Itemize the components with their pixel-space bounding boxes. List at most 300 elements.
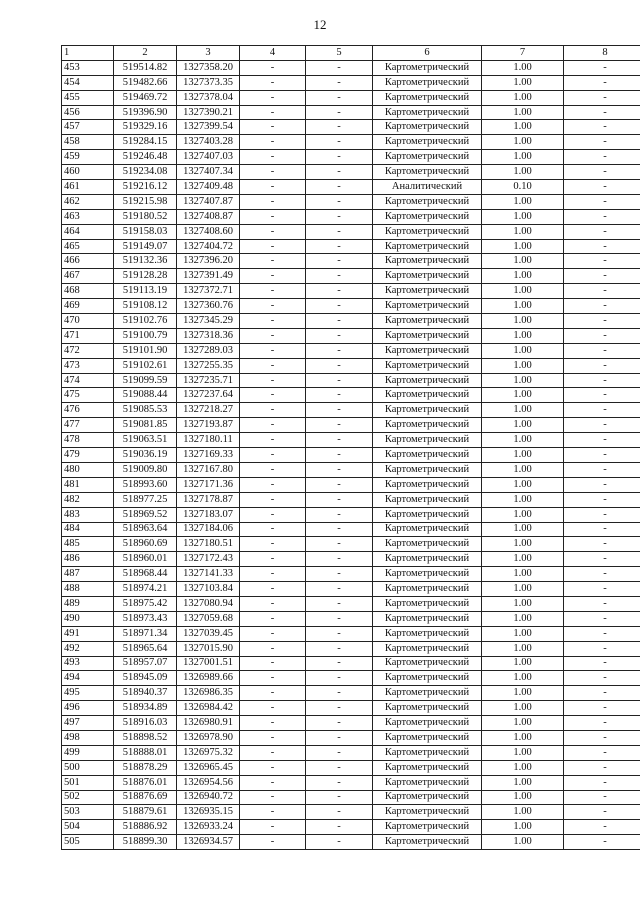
x-coordinate-cell: 518973.43 <box>114 611 177 626</box>
accuracy-cell: 1.00 <box>482 105 564 120</box>
col-5-value-cell: - <box>306 284 373 299</box>
col-5-value-cell: - <box>306 120 373 135</box>
col-5-value-cell: - <box>306 314 373 329</box>
method-cell: Картометрический <box>373 224 482 239</box>
col-5-value-cell: - <box>306 224 373 239</box>
y-coordinate-cell: 1326978.90 <box>177 730 240 745</box>
method-cell: Картометрический <box>373 745 482 760</box>
col-8-value-cell: - <box>564 269 640 284</box>
y-coordinate-cell: 1326935.15 <box>177 805 240 820</box>
accuracy-cell: 1.00 <box>482 477 564 492</box>
y-coordinate-cell: 1327390.21 <box>177 105 240 120</box>
point-number-cell: 486 <box>62 552 114 567</box>
point-number-cell: 491 <box>62 626 114 641</box>
x-coordinate-cell: 519149.07 <box>114 239 177 254</box>
accuracy-cell: 1.00 <box>482 656 564 671</box>
accuracy-cell: 1.00 <box>482 224 564 239</box>
x-coordinate-cell: 519101.90 <box>114 343 177 358</box>
col-4-value-cell: - <box>240 150 306 165</box>
col-4-value-cell: - <box>240 448 306 463</box>
column-header-6: 6 <box>373 46 482 61</box>
col-5-value-cell: - <box>306 835 373 850</box>
method-cell: Картометрический <box>373 671 482 686</box>
col-4-value-cell: - <box>240 433 306 448</box>
y-coordinate-cell: 1326975.32 <box>177 745 240 760</box>
y-coordinate-cell: 1326934.57 <box>177 835 240 850</box>
col-4-value-cell: - <box>240 254 306 269</box>
table-row <box>62 388 640 403</box>
x-coordinate-cell: 518940.37 <box>114 686 177 701</box>
header-row <box>62 46 640 61</box>
accuracy-cell: 1.00 <box>482 805 564 820</box>
table-row <box>62 835 640 850</box>
col-5-value-cell: - <box>306 180 373 195</box>
y-coordinate-cell: 1327372.71 <box>177 284 240 299</box>
col-5-value-cell: - <box>306 239 373 254</box>
col-8-value-cell: - <box>564 180 640 195</box>
col-8-value-cell: - <box>564 820 640 835</box>
x-coordinate-cell: 519102.76 <box>114 314 177 329</box>
col-5-value-cell: - <box>306 745 373 760</box>
accuracy-cell: 1.00 <box>482 611 564 626</box>
y-coordinate-cell: 1327407.34 <box>177 165 240 180</box>
col-8-value-cell: - <box>564 507 640 522</box>
accuracy-cell: 1.00 <box>482 835 564 850</box>
x-coordinate-cell: 518960.69 <box>114 537 177 552</box>
table-row <box>62 403 640 418</box>
col-8-value-cell: - <box>564 150 640 165</box>
method-cell: Картометрический <box>373 477 482 492</box>
x-coordinate-cell: 519108.12 <box>114 299 177 314</box>
table-row <box>62 60 640 75</box>
x-coordinate-cell: 519469.72 <box>114 90 177 105</box>
x-coordinate-cell: 518899.30 <box>114 835 177 850</box>
table-row <box>62 790 640 805</box>
x-coordinate-cell: 519128.28 <box>114 269 177 284</box>
point-number-cell: 463 <box>62 209 114 224</box>
col-4-value-cell: - <box>240 507 306 522</box>
point-number-cell: 495 <box>62 686 114 701</box>
col-5-value-cell: - <box>306 269 373 284</box>
method-cell: Картометрический <box>373 254 482 269</box>
col-5-value-cell: - <box>306 567 373 582</box>
col-5-value-cell: - <box>306 462 373 477</box>
col-5-value-cell: - <box>306 820 373 835</box>
point-number-cell: 483 <box>62 507 114 522</box>
table-row <box>62 596 640 611</box>
accuracy-cell: 1.00 <box>482 671 564 686</box>
x-coordinate-cell: 519099.59 <box>114 373 177 388</box>
point-number-cell: 505 <box>62 835 114 850</box>
y-coordinate-cell: 1327141.33 <box>177 567 240 582</box>
col-4-value-cell: - <box>240 537 306 552</box>
x-coordinate-cell: 518876.01 <box>114 775 177 790</box>
col-4-value-cell: - <box>240 567 306 582</box>
table-row <box>62 626 640 641</box>
y-coordinate-cell: 1326940.72 <box>177 790 240 805</box>
table-row <box>62 90 640 105</box>
y-coordinate-cell: 1326989.66 <box>177 671 240 686</box>
x-coordinate-cell: 518965.64 <box>114 641 177 656</box>
col-4-value-cell: - <box>240 477 306 492</box>
table-row <box>62 567 640 582</box>
col-4-value-cell: - <box>240 358 306 373</box>
col-5-value-cell: - <box>306 343 373 358</box>
col-4-value-cell: - <box>240 835 306 850</box>
point-number-cell: 493 <box>62 656 114 671</box>
col-8-value-cell: - <box>564 448 640 463</box>
y-coordinate-cell: 1327180.51 <box>177 537 240 552</box>
x-coordinate-cell: 518898.52 <box>114 730 177 745</box>
col-5-value-cell: - <box>306 641 373 656</box>
table-row <box>62 284 640 299</box>
x-coordinate-cell: 519132.36 <box>114 254 177 269</box>
y-coordinate-cell: 1327183.07 <box>177 507 240 522</box>
col-8-value-cell: - <box>564 790 640 805</box>
accuracy-cell: 1.00 <box>482 60 564 75</box>
method-cell: Картометрический <box>373 90 482 105</box>
col-8-value-cell: - <box>564 194 640 209</box>
point-number-cell: 476 <box>62 403 114 418</box>
table-row <box>62 775 640 790</box>
x-coordinate-cell: 519063.51 <box>114 433 177 448</box>
col-5-value-cell: - <box>306 611 373 626</box>
point-number-cell: 490 <box>62 611 114 626</box>
col-8-value-cell: - <box>564 760 640 775</box>
col-4-value-cell: - <box>240 656 306 671</box>
method-cell: Картометрический <box>373 507 482 522</box>
col-5-value-cell: - <box>306 388 373 403</box>
accuracy-cell: 1.00 <box>482 701 564 716</box>
col-8-value-cell: - <box>564 284 640 299</box>
point-number-cell: 474 <box>62 373 114 388</box>
accuracy-cell: 1.00 <box>482 641 564 656</box>
table-row <box>62 209 640 224</box>
point-number-cell: 502 <box>62 790 114 805</box>
table-row <box>62 537 640 552</box>
col-8-value-cell: - <box>564 120 640 135</box>
y-coordinate-cell: 1327289.03 <box>177 343 240 358</box>
col-5-value-cell: - <box>306 507 373 522</box>
x-coordinate-cell: 519081.85 <box>114 418 177 433</box>
x-coordinate-cell: 518957.07 <box>114 656 177 671</box>
accuracy-cell: 1.00 <box>482 194 564 209</box>
table-row <box>62 254 640 269</box>
y-coordinate-cell: 1327103.84 <box>177 582 240 597</box>
col-5-value-cell: - <box>306 537 373 552</box>
col-4-value-cell: - <box>240 820 306 835</box>
table-row <box>62 582 640 597</box>
col-4-value-cell: - <box>240 730 306 745</box>
x-coordinate-cell: 518878.29 <box>114 760 177 775</box>
accuracy-cell: 1.00 <box>482 730 564 745</box>
col-5-value-cell: - <box>306 209 373 224</box>
col-4-value-cell: - <box>240 60 306 75</box>
col-4-value-cell: - <box>240 760 306 775</box>
table-row <box>62 328 640 343</box>
x-coordinate-cell: 519158.03 <box>114 224 177 239</box>
method-cell: Картометрический <box>373 552 482 567</box>
y-coordinate-cell: 1327360.76 <box>177 299 240 314</box>
method-cell: Картометрический <box>373 611 482 626</box>
col-4-value-cell: - <box>240 462 306 477</box>
point-number-cell: 487 <box>62 567 114 582</box>
table-row <box>62 492 640 507</box>
col-5-value-cell: - <box>306 701 373 716</box>
method-cell: Картометрический <box>373 537 482 552</box>
point-number-cell: 477 <box>62 418 114 433</box>
col-5-value-cell: - <box>306 328 373 343</box>
col-4-value-cell: - <box>240 716 306 731</box>
table-row <box>62 120 640 135</box>
col-8-value-cell: - <box>564 328 640 343</box>
x-coordinate-cell: 519216.12 <box>114 180 177 195</box>
col-5-value-cell: - <box>306 477 373 492</box>
col-4-value-cell: - <box>240 328 306 343</box>
accuracy-cell: 1.00 <box>482 492 564 507</box>
col-5-value-cell: - <box>306 433 373 448</box>
method-cell: Картометрический <box>373 492 482 507</box>
accuracy-cell: 1.00 <box>482 328 564 343</box>
col-5-value-cell: - <box>306 596 373 611</box>
page-number: 12 <box>313 17 327 32</box>
col-4-value-cell: - <box>240 596 306 611</box>
table-row <box>62 299 640 314</box>
column-header-5: 5 <box>306 46 373 61</box>
col-5-value-cell: - <box>306 760 373 775</box>
accuracy-cell: 1.00 <box>482 686 564 701</box>
method-cell: Картометрический <box>373 209 482 224</box>
col-5-value-cell: - <box>306 373 373 388</box>
col-8-value-cell: - <box>564 567 640 582</box>
col-5-value-cell: - <box>306 60 373 75</box>
col-4-value-cell: - <box>240 180 306 195</box>
y-coordinate-cell: 1326980.91 <box>177 716 240 731</box>
table-row <box>62 716 640 731</box>
col-8-value-cell: - <box>564 492 640 507</box>
col-5-value-cell: - <box>306 418 373 433</box>
col-4-value-cell: - <box>240 373 306 388</box>
col-8-value-cell: - <box>564 686 640 701</box>
point-number-cell: 454 <box>62 75 114 90</box>
x-coordinate-cell: 518977.25 <box>114 492 177 507</box>
accuracy-cell: 0.10 <box>482 180 564 195</box>
col-4-value-cell: - <box>240 105 306 120</box>
method-cell: Картометрический <box>373 582 482 597</box>
col-5-value-cell: - <box>306 448 373 463</box>
table-row <box>62 522 640 537</box>
x-coordinate-cell: 519246.48 <box>114 150 177 165</box>
col-4-value-cell: - <box>240 790 306 805</box>
point-number-cell: 488 <box>62 582 114 597</box>
point-number-cell: 497 <box>62 716 114 731</box>
col-4-value-cell: - <box>240 120 306 135</box>
x-coordinate-cell: 518945.09 <box>114 671 177 686</box>
col-4-value-cell: - <box>240 135 306 150</box>
col-8-value-cell: - <box>564 314 640 329</box>
accuracy-cell: 1.00 <box>482 626 564 641</box>
accuracy-cell: 1.00 <box>482 775 564 790</box>
table-row <box>62 180 640 195</box>
y-coordinate-cell: 1327399.54 <box>177 120 240 135</box>
y-coordinate-cell: 1326965.45 <box>177 760 240 775</box>
y-coordinate-cell: 1327378.04 <box>177 90 240 105</box>
table-row <box>62 656 640 671</box>
col-5-value-cell: - <box>306 716 373 731</box>
col-5-value-cell: - <box>306 90 373 105</box>
method-cell: Картометрический <box>373 626 482 641</box>
point-number-cell: 496 <box>62 701 114 716</box>
accuracy-cell: 1.00 <box>482 299 564 314</box>
table-row <box>62 194 640 209</box>
col-5-value-cell: - <box>306 403 373 418</box>
col-8-value-cell: - <box>564 671 640 686</box>
point-number-cell: 468 <box>62 284 114 299</box>
table-row <box>62 701 640 716</box>
accuracy-cell: 1.00 <box>482 284 564 299</box>
col-4-value-cell: - <box>240 745 306 760</box>
col-8-value-cell: - <box>564 775 640 790</box>
col-8-value-cell: - <box>564 209 640 224</box>
method-cell: Картометрический <box>373 805 482 820</box>
method-cell: Картометрический <box>373 522 482 537</box>
col-5-value-cell: - <box>306 730 373 745</box>
accuracy-cell: 1.00 <box>482 760 564 775</box>
point-number-cell: 455 <box>62 90 114 105</box>
col-5-value-cell: - <box>306 805 373 820</box>
table-row <box>62 75 640 90</box>
method-cell: Картометрический <box>373 135 482 150</box>
y-coordinate-cell: 1326984.42 <box>177 701 240 716</box>
table-row <box>62 671 640 686</box>
accuracy-cell: 1.00 <box>482 373 564 388</box>
accuracy-cell: 1.00 <box>482 522 564 537</box>
col-4-value-cell: - <box>240 165 306 180</box>
col-4-value-cell: - <box>240 75 306 90</box>
col-5-value-cell: - <box>306 165 373 180</box>
point-number-cell: 469 <box>62 299 114 314</box>
col-5-value-cell: - <box>306 299 373 314</box>
col-5-value-cell: - <box>306 492 373 507</box>
col-4-value-cell: - <box>240 611 306 626</box>
table-row <box>62 269 640 284</box>
y-coordinate-cell: 1327180.11 <box>177 433 240 448</box>
col-4-value-cell: - <box>240 194 306 209</box>
x-coordinate-cell: 519085.53 <box>114 403 177 418</box>
accuracy-cell: 1.00 <box>482 314 564 329</box>
y-coordinate-cell: 1327408.87 <box>177 209 240 224</box>
point-number-cell: 478 <box>62 433 114 448</box>
method-cell: Картометрический <box>373 641 482 656</box>
method-cell: Картометрический <box>373 75 482 90</box>
col-4-value-cell: - <box>240 388 306 403</box>
x-coordinate-cell: 519100.79 <box>114 328 177 343</box>
col-8-value-cell: - <box>564 596 640 611</box>
method-cell: Картометрический <box>373 403 482 418</box>
x-coordinate-cell: 519284.15 <box>114 135 177 150</box>
x-coordinate-cell: 519009.80 <box>114 462 177 477</box>
method-cell: Картометрический <box>373 656 482 671</box>
method-cell: Картометрический <box>373 373 482 388</box>
table-row <box>62 105 640 120</box>
x-coordinate-cell: 519215.98 <box>114 194 177 209</box>
table-row <box>62 462 640 477</box>
table-row <box>62 507 640 522</box>
y-coordinate-cell: 1327396.20 <box>177 254 240 269</box>
y-coordinate-cell: 1327184.06 <box>177 522 240 537</box>
x-coordinate-cell: 519180.52 <box>114 209 177 224</box>
accuracy-cell: 1.00 <box>482 433 564 448</box>
x-coordinate-cell: 519234.08 <box>114 165 177 180</box>
y-coordinate-cell: 1327408.60 <box>177 224 240 239</box>
y-coordinate-cell: 1327345.29 <box>177 314 240 329</box>
y-coordinate-cell: 1326986.35 <box>177 686 240 701</box>
y-coordinate-cell: 1327407.87 <box>177 194 240 209</box>
y-coordinate-cell: 1327404.72 <box>177 239 240 254</box>
x-coordinate-cell: 519036.19 <box>114 448 177 463</box>
table-row <box>62 165 640 180</box>
point-number-cell: 500 <box>62 760 114 775</box>
accuracy-cell: 1.00 <box>482 165 564 180</box>
col-4-value-cell: - <box>240 403 306 418</box>
col-8-value-cell: - <box>564 343 640 358</box>
method-cell: Картометрический <box>373 567 482 582</box>
method-cell: Картометрический <box>373 835 482 850</box>
col-8-value-cell: - <box>564 403 640 418</box>
accuracy-cell: 1.00 <box>482 254 564 269</box>
col-4-value-cell: - <box>240 418 306 433</box>
table-row <box>62 686 640 701</box>
col-8-value-cell: - <box>564 805 640 820</box>
column-header-4: 4 <box>240 46 306 61</box>
method-cell: Картометрический <box>373 418 482 433</box>
method-cell: Картометрический <box>373 60 482 75</box>
table-row <box>62 150 640 165</box>
accuracy-cell: 1.00 <box>482 343 564 358</box>
y-coordinate-cell: 1327373.35 <box>177 75 240 90</box>
x-coordinate-cell: 519482.66 <box>114 75 177 90</box>
accuracy-cell: 1.00 <box>482 388 564 403</box>
col-4-value-cell: - <box>240 641 306 656</box>
y-coordinate-cell: 1327237.64 <box>177 388 240 403</box>
col-8-value-cell: - <box>564 552 640 567</box>
point-number-cell: 494 <box>62 671 114 686</box>
method-cell: Картометрический <box>373 820 482 835</box>
col-8-value-cell: - <box>564 254 640 269</box>
point-number-cell: 457 <box>62 120 114 135</box>
method-cell: Картометрический <box>373 596 482 611</box>
col-5-value-cell: - <box>306 686 373 701</box>
col-5-value-cell: - <box>306 656 373 671</box>
y-coordinate-cell: 1327178.87 <box>177 492 240 507</box>
column-header-3: 3 <box>177 46 240 61</box>
method-cell: Картометрический <box>373 284 482 299</box>
table-header <box>62 46 640 61</box>
col-8-value-cell: - <box>564 165 640 180</box>
point-number-cell: 484 <box>62 522 114 537</box>
method-cell: Картометрический <box>373 775 482 790</box>
col-4-value-cell: - <box>240 805 306 820</box>
point-number-cell: 462 <box>62 194 114 209</box>
method-cell: Картометрический <box>373 269 482 284</box>
accuracy-cell: 1.00 <box>482 135 564 150</box>
x-coordinate-cell: 518969.52 <box>114 507 177 522</box>
point-number-cell: 504 <box>62 820 114 835</box>
y-coordinate-cell: 1327039.45 <box>177 626 240 641</box>
col-4-value-cell: - <box>240 492 306 507</box>
point-number-cell: 461 <box>62 180 114 195</box>
y-coordinate-cell: 1326954.56 <box>177 775 240 790</box>
